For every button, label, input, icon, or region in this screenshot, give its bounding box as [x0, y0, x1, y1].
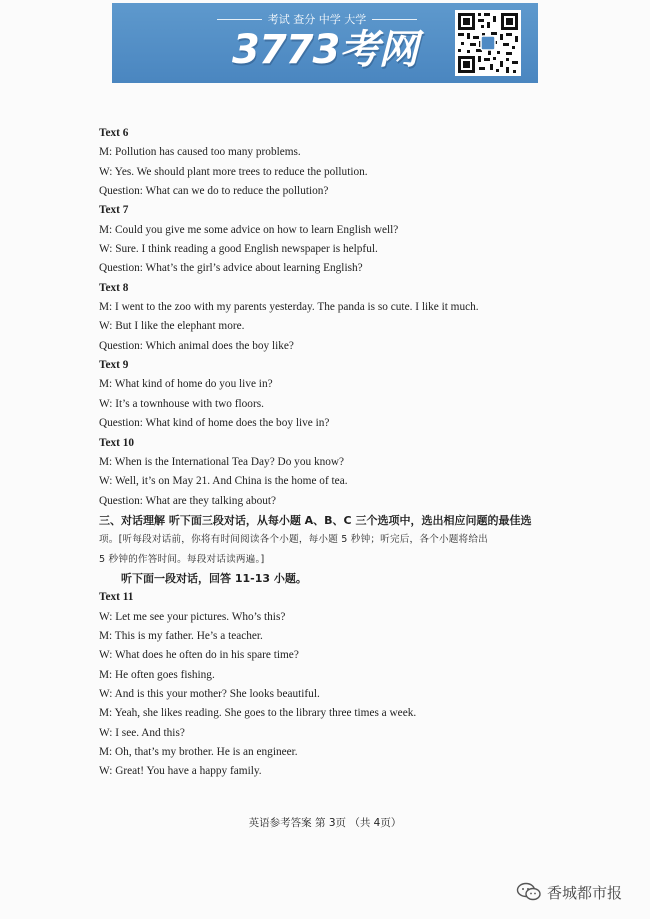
- text-heading: Text 6: [99, 127, 129, 139]
- section-heading: 三、对话理解 听下面三段对话，从每小题 A、B、C 三个选项中，选出相应问题的最佳选: [99, 513, 532, 527]
- site-logo: 3773考网: [232, 27, 418, 73]
- dialogue-line: M: This is my father. He’s a teacher.: [99, 629, 263, 642]
- site-banner[interactable]: [112, 3, 538, 83]
- dialogue-line: W: What does he often do in his spare time?: [99, 649, 299, 662]
- dialogue-line: M: Oh, that’s my brother. He is an engineer.: [99, 746, 298, 758]
- dialogue-line: Question: What can we do to reduce the pollution?: [99, 185, 329, 198]
- dialogue-line: W: Sure. I think reading a good English newspaper is helpful.: [99, 243, 378, 256]
- page-footer: 英语参考答案 第 3页 （共 4页）: [248, 817, 402, 829]
- dialogue-line: W: But I like the elephant more.: [99, 320, 245, 333]
- dialogue-line: W: I see. And this?: [99, 726, 185, 739]
- dialogue-line: W: Well, it’s on May 21. And China is the home of tea.: [99, 475, 348, 488]
- dialogue-line: M: Pollution has caused too many problems.: [99, 146, 301, 159]
- listening-instruction: 听下面一段对话，回答 11-13 小题。: [121, 571, 307, 585]
- text-heading: Text 11: [99, 591, 134, 604]
- qr-code-icon: [455, 10, 521, 76]
- dialogue-line: M: Could you give me some advice on how to learn English well?: [99, 223, 399, 236]
- dialogue-line: Question: What’s the girl’s advice about learning English?: [99, 262, 363, 275]
- watermark-text: 香城都市报: [547, 883, 623, 902]
- text-heading: Text 9: [99, 359, 129, 372]
- dialogue-line: M: Yeah, she likes reading. She goes to the library three times a week.: [99, 707, 417, 720]
- section-instructions: 项。[听每段对话前，你将有时间阅读各个小题，每小题 5 秒钟；听完后，各个小题将给出: [99, 534, 488, 546]
- dialogue-line: W: Yes. We should plant more trees to reduce the pollution.: [99, 165, 368, 178]
- tagline-rule-right: [372, 19, 417, 20]
- dialogue-line: W: It’s a townhouse with two floors.: [99, 397, 264, 410]
- dialogue-line: M: He often goes fishing.: [99, 668, 215, 681]
- dialogue-line: Question: Which animal does the boy like?: [99, 339, 294, 352]
- text-heading: Text 7: [99, 204, 129, 217]
- answer-script-text: [99, 124, 599, 782]
- watermark: [516, 880, 622, 904]
- tagline-rule-left: [217, 19, 262, 20]
- dialogue-line: M: What kind of home do you live in?: [99, 378, 273, 391]
- dialogue-line: Question: What are they talking about?: [99, 494, 277, 507]
- dialogue-line: M: When is the International Tea Day? Do you know?: [99, 455, 345, 468]
- text-heading: Text 10: [99, 436, 135, 449]
- banner-tagline-text: 考试 查分 中学 大学: [267, 13, 367, 26]
- dialogue-line: W: And is this your mother? She looks beautiful.: [99, 687, 320, 700]
- wechat-icon: [516, 882, 542, 902]
- section-instructions: 5 秒钟的作答时间。每段对话读两遍。]: [99, 553, 265, 565]
- dialogue-line: Question: What kind of home does the boy live in?: [99, 417, 330, 430]
- dialogue-line: W: Let me see your pictures. Who’s this?: [99, 610, 286, 623]
- dialogue-line: M: I went to the zoo with my parents yesterday. The panda is so cute. I like it much.: [99, 301, 479, 314]
- dialogue-line: W: Great! You have a happy family.: [99, 765, 262, 778]
- text-heading: Text 8: [99, 281, 129, 294]
